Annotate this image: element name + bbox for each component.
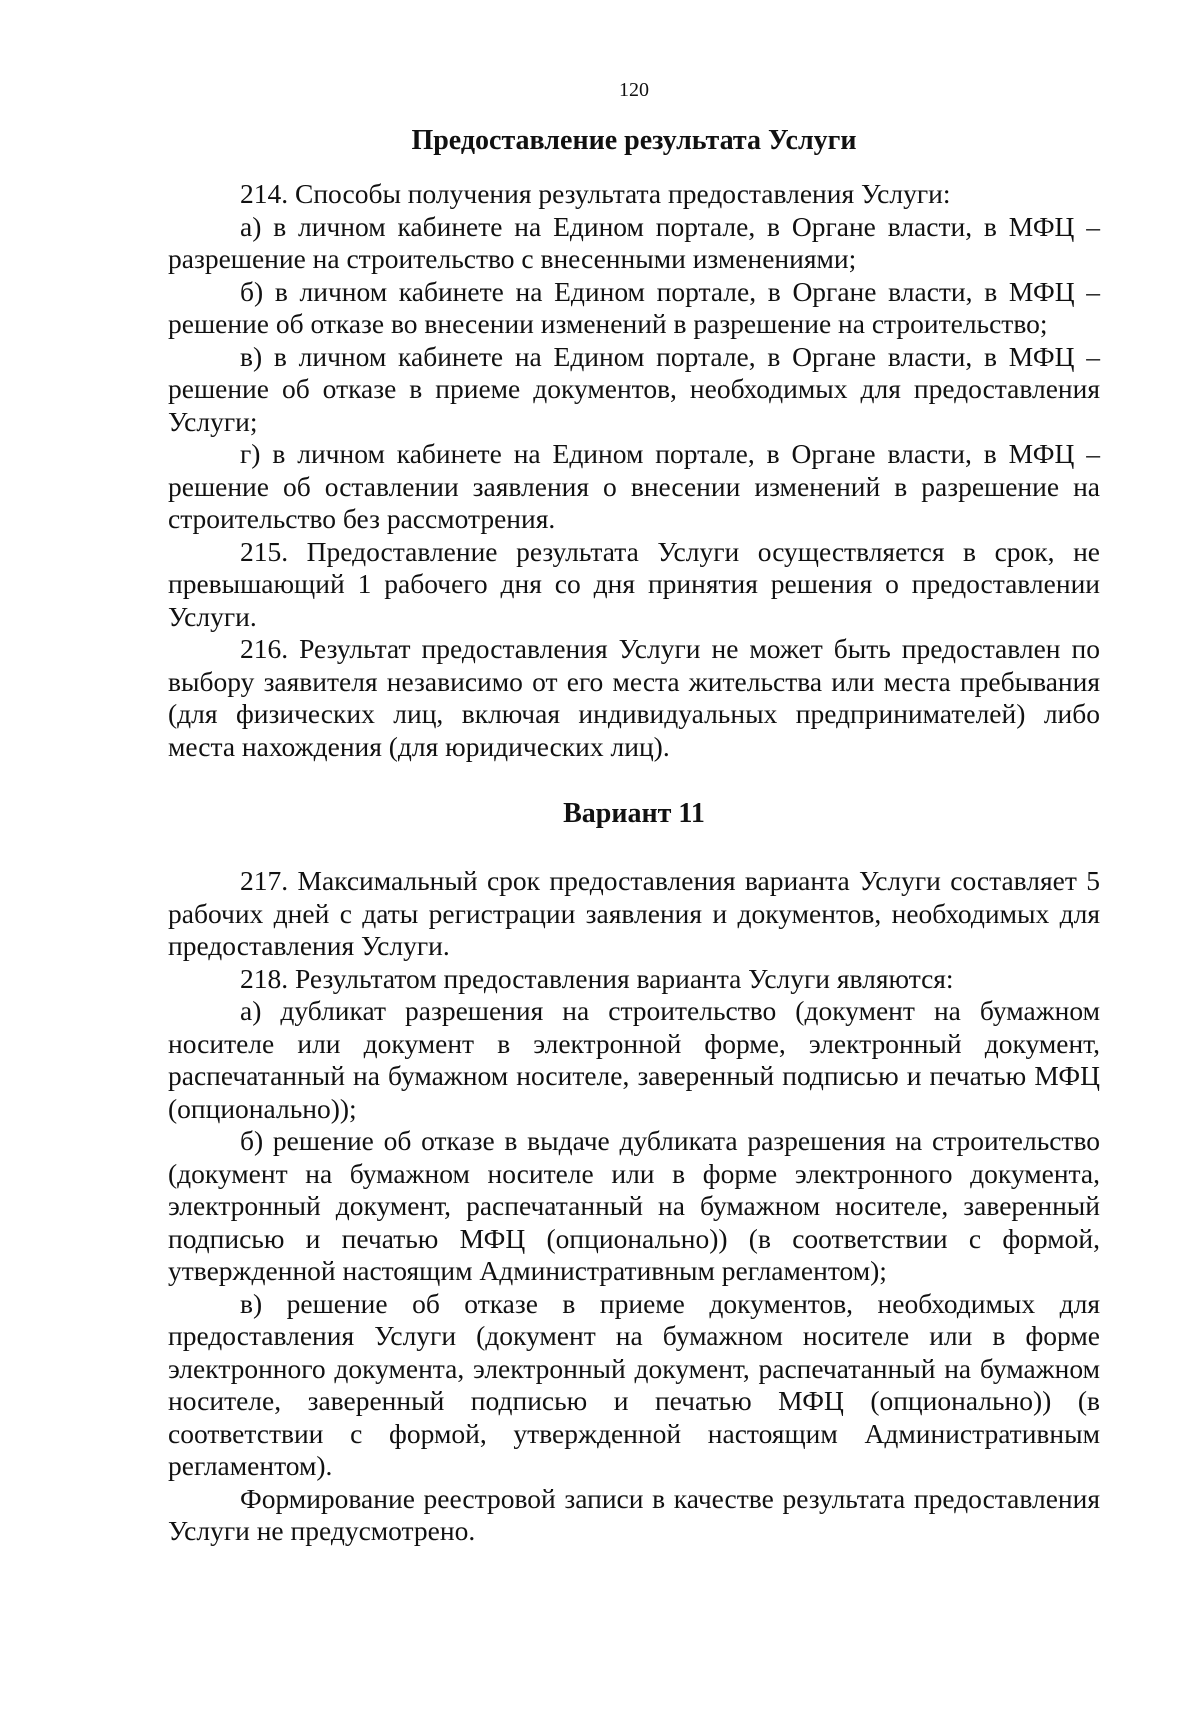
paragraph-218-a: а) дубликат разрешения на строительство (документ на бумажном носителе или документ в электронной форме, электронный документ, распечатанный на бумажном носителе, заверенный подписью и печатью МФЦ (опционально)); (168, 995, 1100, 1124)
paragraph-217: 217. Максимальный срок предоставления варианта Услуги составляет 5 рабочих дней с даты регистрации заявления и документов, необходимых для предоставления Услуги. (168, 865, 1100, 961)
paragraph-214: 214. Способы получения результата предоставления Услуги: (240, 178, 951, 209)
paragraph-214-b: б) в личном кабинете на Едином портале, в Органе власти, в МФЦ – решение об отказе во внесении изменений в разрешение на строительство; (168, 275, 1100, 339)
paragraph-registry-note: Формирование реестровой записи в качестве результата предоставления Услуги не предусмотрено. (168, 1482, 1100, 1546)
paragraph-214-a: а) в личном кабинете на Едином портале, в Органе власти, в МФЦ – разрешение на строительство с внесенными изменениями; (168, 210, 1100, 274)
paragraph-218-b: б) решение об отказе в выдаче дубликата разрешения на строительство (документ на бумажном носителе или в форме электронного документа, электронный документ, распечатанный на бумажном носителе, заверенный подписью и печатью МФЦ (опционально)) (в соответствии с формой, утвержденной настоящим Административным регламентом); (168, 1125, 1100, 1286)
section-heading: Предоставление результата Услуги (411, 125, 857, 156)
paragraph-218: 218. Результатом предоставления варианта Услуги являются: (240, 962, 954, 994)
paragraph-218-v: в) решение об отказе в приеме документов, необходимых для предоставления Услуги (документ на бумажном носителе или в форме электронного документа, электронный документ, распечатанный на бумажном носителе, заверенный подписью и печатью МФЦ (опционально)) (в соответствии с формой, утвержденной настоящим Административным регламентом). (168, 1287, 1100, 1481)
paragraph-216: 216. Результат предоставления Услуги не может быть предоставлен по выбору заявителя независимо от его места жительства или места пребывания (для физических лиц, включая индивидуальных предпринимателей) либо места нахождения (для юридических лиц). (168, 633, 1100, 762)
paragraph-215: 215. Предоставление результата Услуги осуществляется в срок, не превышающий 1 рабочего дня со дня принятия решения о предоставлении Услуги. (168, 535, 1100, 632)
paragraph-214-v: в) в личном кабинете на Едином портале, в Органе власти, в МФЦ – решение об отказе в приеме документов, необходимых для предоставления Услуги; (168, 340, 1100, 437)
variant-heading: Вариант 11 (563, 798, 705, 829)
paragraph-214-g: г) в личном кабинете на Едином портале, в Органе власти, в МФЦ – решение об оставлении заявления о внесении изменений в разрешение на строительство без рассмотрения. (168, 438, 1100, 534)
page-number: 120 (619, 79, 649, 101)
document-page (168, 78, 1100, 1548)
